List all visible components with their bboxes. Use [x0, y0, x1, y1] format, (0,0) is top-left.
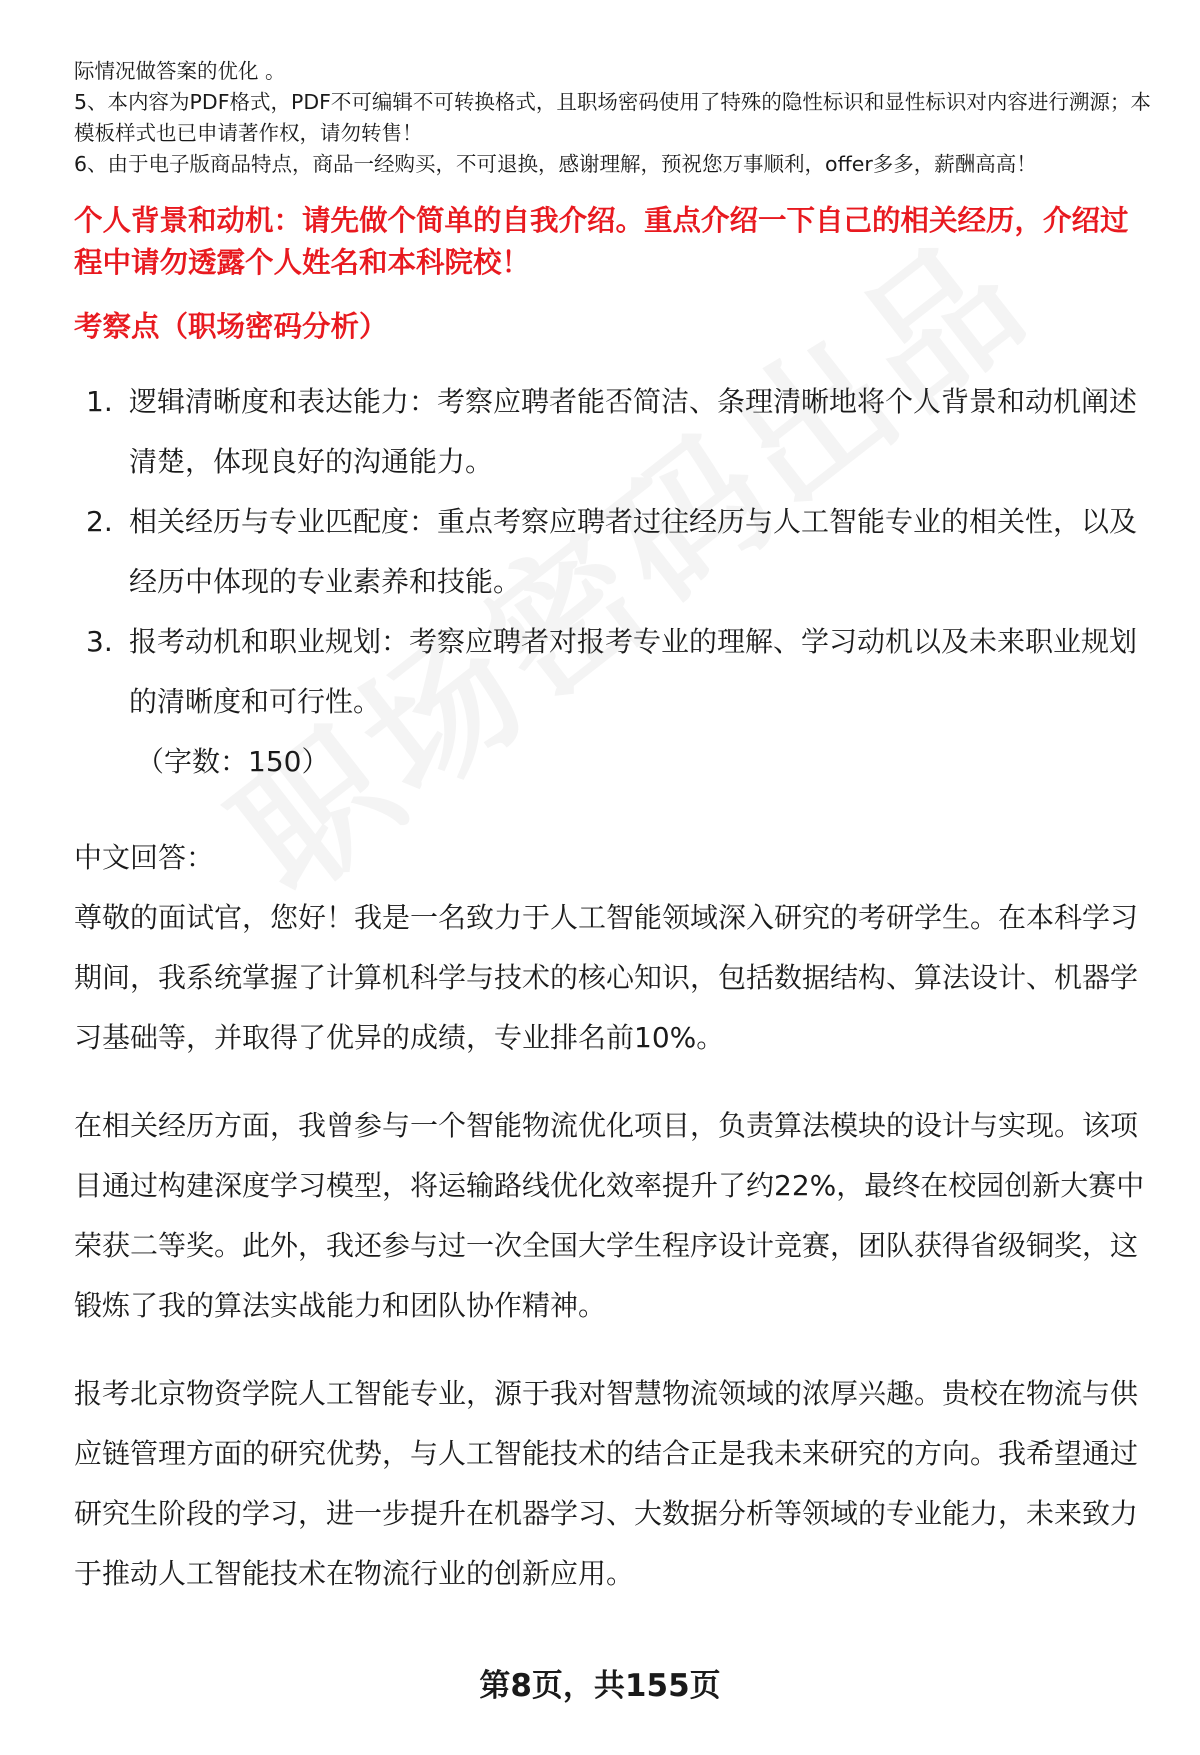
- answer-paragraph: 报考北京物资学院人工智能专业，源于我对智慧物流领域的浓厚兴趣。贵校在物流与供应链管理方面的研究优势，与人工智能技术的结合正是我未来研究的方向。我希望通过研究生阶段的学习，进一步提升在机器学习、大数据分析等领域的专业能力，未来致力于推动人工智能技术在物流行业的创新应用。: [74, 1377, 1139, 1590]
- point-number: 3.: [86, 625, 113, 658]
- question-title: 个人背景和动机：请先做个简单的自我介绍。重点介绍一下自己的相关经历，介绍过程中请勿透露个人姓名和本科院校！: [74, 204, 1129, 279]
- page-content: [74, 56, 1154, 1604]
- analysis-point: [74, 372, 1154, 492]
- notice-line: 5、本内容为PDF格式，PDF不可编辑不可转换格式，且职场密码使用了特殊的隐性标识和显性标识对内容进行溯源；本模板样式也已申请著作权，请勿转售！: [74, 90, 1151, 145]
- analysis-point: [74, 492, 1154, 612]
- notice-block: [74, 56, 1154, 180]
- notice-line: 6、由于电子版商品特点，商品一经购买，不可退换，感谢理解，预祝您万事顺利，offer多多，薪酬高高！: [74, 152, 1037, 176]
- answer-label: 中文回答：: [74, 841, 215, 874]
- analysis-points: [74, 372, 1154, 732]
- point-text: 逻辑清晰度和表达能力：考察应聘者能否简洁、条理清晰地将个人背景和动机阐述清楚，体现良好的沟通能力。: [129, 385, 1138, 478]
- point-number: 1.: [86, 385, 113, 418]
- page-number: 第8页，共155页: [479, 1668, 721, 1704]
- point-number: 2.: [86, 505, 113, 538]
- word-count: （字数：150）: [136, 745, 330, 778]
- analysis-point: [74, 612, 1154, 732]
- answer-paragraph: 尊敬的面试官，您好！我是一名致力于人工智能领域深入研究的考研学生。在本科学习期间，我系统掌握了计算机科学与技术的核心知识，包括数据结构、算法设计、机器学习基础等，并取得了优异的成绩，专业排名前10%。: [74, 901, 1139, 1054]
- answer-paragraph: 在相关经历方面，我曾参与一个智能物流优化项目，负责算法模块的设计与实现。该项目通过构建深度学习模型，将运输路线优化效率提升了约22%，最终在校园创新大赛中荣获二等奖。此外，我还参与过一次全国大学生程序设计竞赛，团队获得省级铜奖，这锻炼了我的算法实战能力和团队协作精神。: [74, 1109, 1145, 1322]
- analysis-title: 考察点（职场密码分析）: [74, 310, 388, 343]
- point-text: 报考动机和职业规划：考察应聘者对报考专业的理解、学习动机以及未来职业规划的清晰度和可行性。: [129, 625, 1138, 718]
- notice-line: 际情况做答案的优化 。: [74, 59, 286, 83]
- point-text: 相关经历与专业匹配度：重点考察应聘者过往经历与人工智能专业的相关性，以及经历中体现的专业素养和技能。: [129, 505, 1138, 598]
